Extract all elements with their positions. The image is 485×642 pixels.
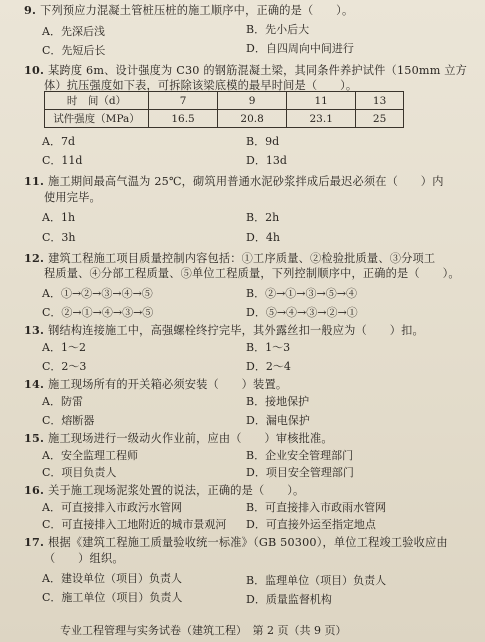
question-10 <box>24 62 471 79</box>
option-a: A．先深后浅 <box>42 25 105 38</box>
question-stem: 下列预应力混凝土管桩压桩的施工顺序中，正确的是（ ）。 <box>40 4 354 17</box>
question-number: 10. <box>24 63 45 77</box>
question-12 <box>24 250 471 267</box>
option-c: C．②→①→④→③→⑤ <box>42 306 154 319</box>
option-d: D．⑤→④→③→②→① <box>246 306 358 319</box>
question-stem: 关于施工现场泥浆处置的说法，正确的是（ ）。 <box>48 484 305 497</box>
question-17 <box>24 534 471 551</box>
option-b: B．可直接排入市政雨水管网 <box>246 501 387 514</box>
table-row <box>45 92 404 110</box>
question-number: 12. <box>24 251 45 265</box>
option-c: C．2～3 <box>42 360 87 373</box>
question-15 <box>24 430 471 447</box>
option-a: A．建设单位（项目）负责人 <box>42 572 182 585</box>
option-a: A．可直接排入市政污水管网 <box>42 501 182 514</box>
question-stem: 建筑工程施工项目质量控制内容包括：①工序质量、②检验批质量、③分项工 <box>48 252 436 265</box>
question-number: 11. <box>24 174 45 188</box>
question-stem-continued: 使用完毕。 <box>44 191 101 204</box>
question-stem-continued: 程质量、④分部工程质量、⑤单位工程质量，下列控制顺序中，正确的是（ ）。 <box>44 267 460 280</box>
question-stem: 施工现场进行一级动火作业前，应由（ ）审核批准。 <box>48 432 333 445</box>
option-a: A．1h <box>42 211 76 224</box>
table-cell: 23.1 <box>287 110 356 128</box>
option-b: B．先小后大 <box>246 23 310 36</box>
question-number: 16. <box>24 483 45 497</box>
page-footer: 专业工程管理与实务试卷（建筑工程） 第 2 页（共 9 页） <box>60 624 347 637</box>
option-a: A．7d <box>42 135 75 148</box>
option-b: B．②→①→③→⑤→④ <box>246 287 357 300</box>
option-d: D．自四周向中间进行 <box>246 42 354 55</box>
question-number: 17. <box>24 535 45 549</box>
option-d: D．项目安全管理部门 <box>246 466 354 479</box>
option-b: B．1～3 <box>246 341 291 354</box>
option-c: C．3h <box>42 231 76 244</box>
option-a: A．安全监理工程师 <box>42 449 138 462</box>
question-stem: 施工现场所有的开关箱必须安装（ ）装置。 <box>48 378 288 391</box>
option-d: D．漏电保护 <box>246 414 310 427</box>
option-d: D．4h <box>246 231 280 244</box>
question-11 <box>24 173 471 190</box>
option-c: C．11d <box>42 154 83 167</box>
option-a: A．1～2 <box>42 341 86 354</box>
question-stem-continued: 体）抗压强度如下表，可拆除该梁底模的最早时间是（ ）。 <box>44 79 358 92</box>
question-stem: 根据《建筑工程施工质量验收统一标准》（GB 50300），单位工程竣工验收应由 <box>48 536 448 549</box>
option-d: D．2～4 <box>246 360 291 373</box>
option-c: C．熔断器 <box>42 414 95 427</box>
question-16 <box>24 482 471 499</box>
table-cell: 13 <box>356 92 404 110</box>
question-13 <box>24 322 471 339</box>
option-c: C．施工单位（项目）负责人 <box>42 591 183 604</box>
option-d: D．可直接外运至指定地点 <box>246 518 376 531</box>
option-d: D．质量监督机构 <box>246 593 332 606</box>
question-14 <box>24 376 471 393</box>
option-a: A．防雷 <box>42 395 83 408</box>
question-stem: 某跨度 6m、设计强度为 C30 的钢筋混凝土梁，其同条件养护试件（150mm 立方 <box>48 64 468 77</box>
table-cell: 16.5 <box>149 110 218 128</box>
option-b: B．监理单位（项目）负责人 <box>246 574 387 587</box>
table-cell: 20.8 <box>218 110 287 128</box>
option-a: A．①→②→③→④→⑤ <box>42 287 153 300</box>
question-number: 15. <box>24 431 45 445</box>
option-c: C．可直接排入工地附近的城市景观河 <box>42 518 227 531</box>
question-stem: 钢结构连接施工中，高强螺栓终拧完毕，其外露丝扣一般应为（ ）扣。 <box>48 324 424 337</box>
table-row-header: 时 间（d） <box>45 92 149 110</box>
option-b: B．9d <box>246 135 280 148</box>
option-b: B．企业安全管理部门 <box>246 449 354 462</box>
table-cell: 11 <box>287 92 356 110</box>
option-d: D．13d <box>246 154 287 167</box>
table-cell: 9 <box>218 92 287 110</box>
strength-table <box>44 91 404 128</box>
option-b: B．接地保护 <box>246 395 310 408</box>
question-number: 13. <box>24 323 45 337</box>
question-stem: 施工期间最高气温为 25℃，砌筑用普通水泥砂浆拌成后最迟必须在（ ）内 <box>48 175 444 188</box>
option-c: C．先短后长 <box>42 44 106 57</box>
table-row <box>45 110 404 128</box>
table-cell: 7 <box>149 92 218 110</box>
option-c: C．项目负责人 <box>42 466 117 479</box>
question-number: 9. <box>24 3 37 17</box>
table-cell: 25 <box>356 110 404 128</box>
option-b: B．2h <box>246 211 280 224</box>
question-number: 14. <box>24 377 45 391</box>
question-stem-continued: （ ）组织。 <box>44 552 124 565</box>
table-row-header: 试件强度（MPa） <box>45 110 149 128</box>
question-9 <box>24 2 471 19</box>
